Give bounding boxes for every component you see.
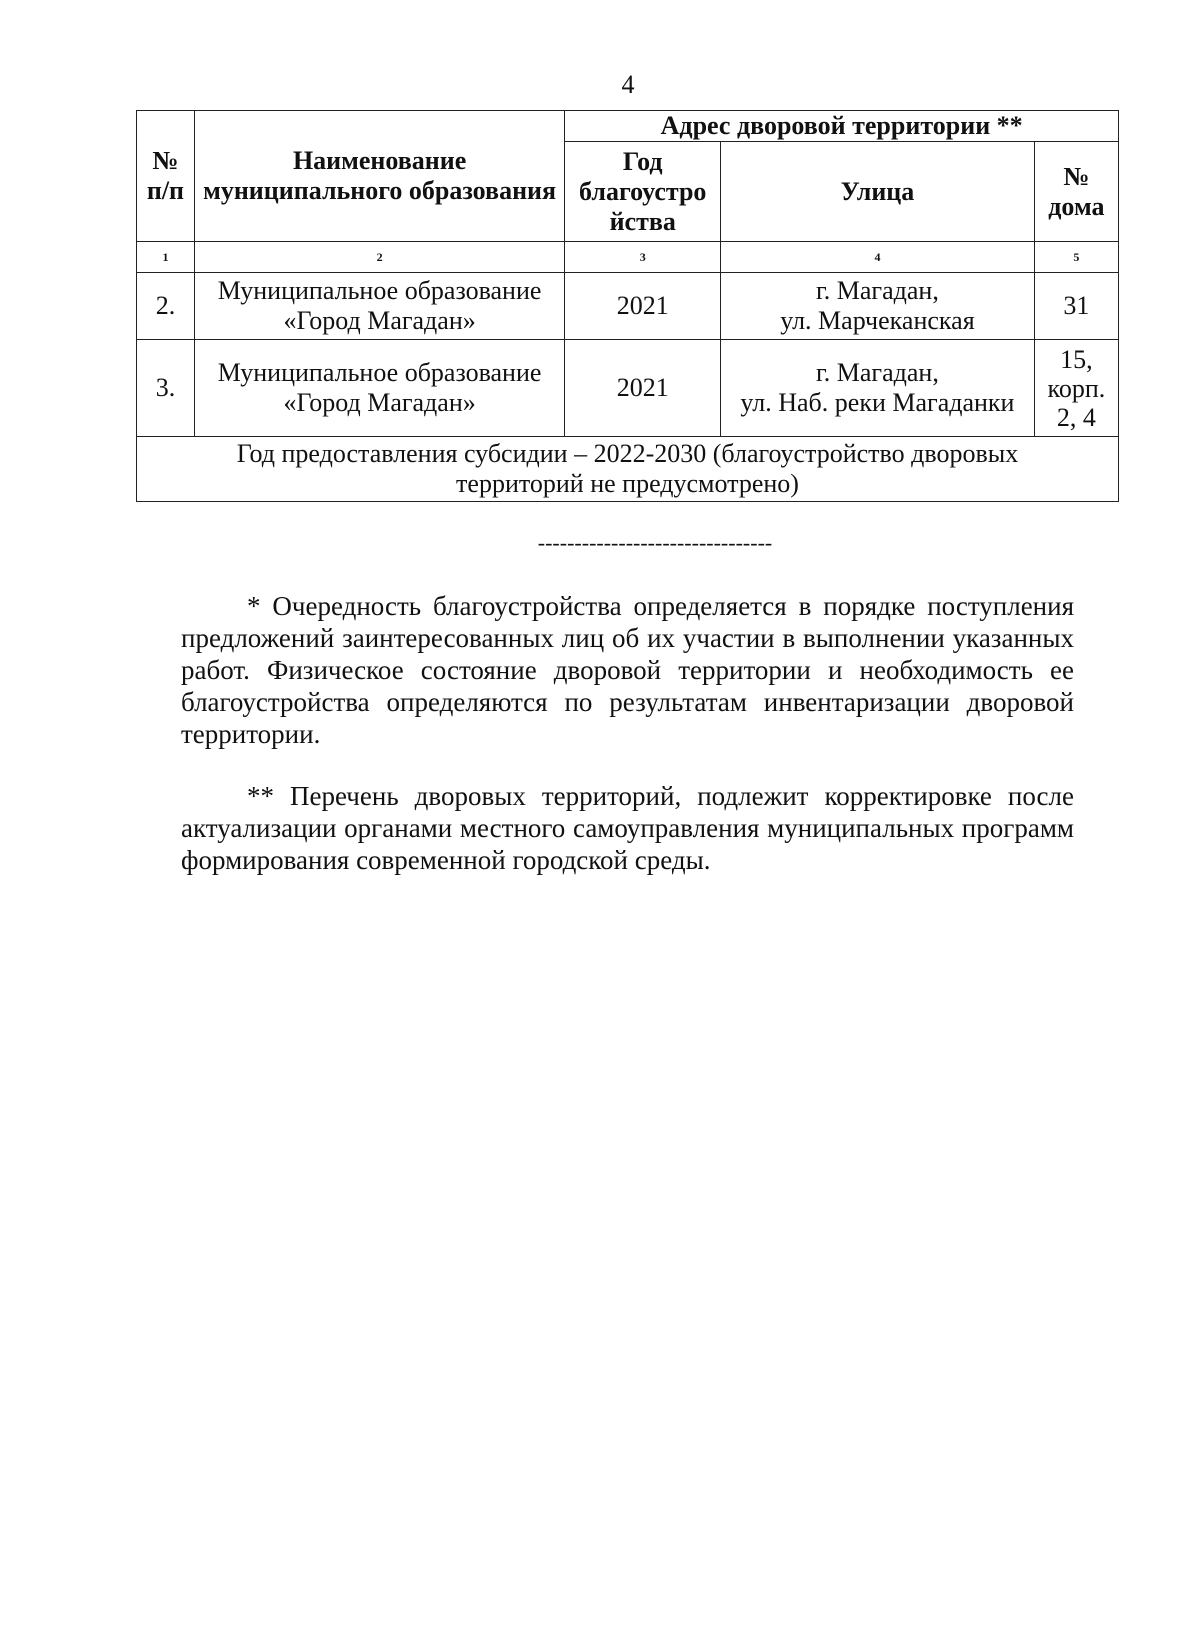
table-row xyxy=(137,273,1119,340)
header-municipality: Наименование муниципального образования xyxy=(194,111,564,242)
house-line: 2, 4 xyxy=(1056,402,1096,432)
row-num: 3. xyxy=(137,340,195,437)
row-house xyxy=(1034,340,1118,437)
header-num: № п/п xyxy=(137,111,195,242)
territories-table xyxy=(136,110,1119,502)
row-year: 2021 xyxy=(565,273,721,340)
header-row-top xyxy=(137,111,1119,142)
street-line: ул. Наб. реки Магаданки xyxy=(740,388,1015,417)
column-number: 1 xyxy=(137,242,195,273)
column-number: 3 xyxy=(565,242,721,273)
row-street xyxy=(721,340,1035,437)
row-house xyxy=(1034,273,1118,340)
municipality-line: «Город Магадан» xyxy=(283,388,476,417)
footnote-single-asterisk: * Очередность благоустройства определяется в порядке поступления предложений заинтересованных лиц об их участии в выполнении указанных работ. Физическое состояние дворовой территории и необходимость ее благоустройства определяются по результатам инвентаризации дворовой территории. xyxy=(181,591,1074,749)
street-line: г. Магадан, xyxy=(816,276,939,305)
street-line: ул. Марчеканская xyxy=(780,306,975,335)
row-municipality xyxy=(194,273,564,340)
row-street xyxy=(721,273,1035,340)
footer-line: Год предоставления субсидии – 2022-2030 (благоустройство дворовых xyxy=(236,439,1019,468)
street-line: г. Магадан, xyxy=(816,358,939,387)
column-number: 4 xyxy=(721,242,1035,273)
house-line: 31 xyxy=(1063,291,1090,320)
column-number: 5 xyxy=(1034,242,1118,273)
row-num: 2. xyxy=(137,273,195,340)
house-line: корп. xyxy=(1047,373,1106,403)
page-number: 4 xyxy=(621,70,635,99)
municipality-line: Муниципальное образование xyxy=(217,276,542,305)
header-street: Улица xyxy=(721,142,1035,242)
subsidy-year-note xyxy=(137,437,1119,502)
row-year: 2021 xyxy=(565,340,721,437)
header-year: Год благоустро йства xyxy=(565,142,721,242)
footer-line: территорий не предусмотрено) xyxy=(456,469,799,498)
municipality-line: Муниципальное образование xyxy=(217,358,542,387)
header-address-group: Адрес дворовой территории ** xyxy=(565,111,1119,142)
footnote-double-asterisk: ** Перечень дворовых территорий, подлежит корректировке после актуализации органами местного самоуправления муниципальных программ формирования современной городской среды. xyxy=(181,781,1074,875)
header-house: № дома xyxy=(1034,142,1118,242)
municipality-line: «Город Магадан» xyxy=(283,306,476,335)
separator-line: -------------------------------- xyxy=(537,530,773,555)
row-municipality xyxy=(194,340,564,437)
column-number-row xyxy=(137,242,1119,273)
table-row xyxy=(137,340,1119,437)
table-footer-row xyxy=(137,437,1119,502)
column-number: 2 xyxy=(194,242,564,273)
house-line: 15, xyxy=(1060,344,1093,374)
